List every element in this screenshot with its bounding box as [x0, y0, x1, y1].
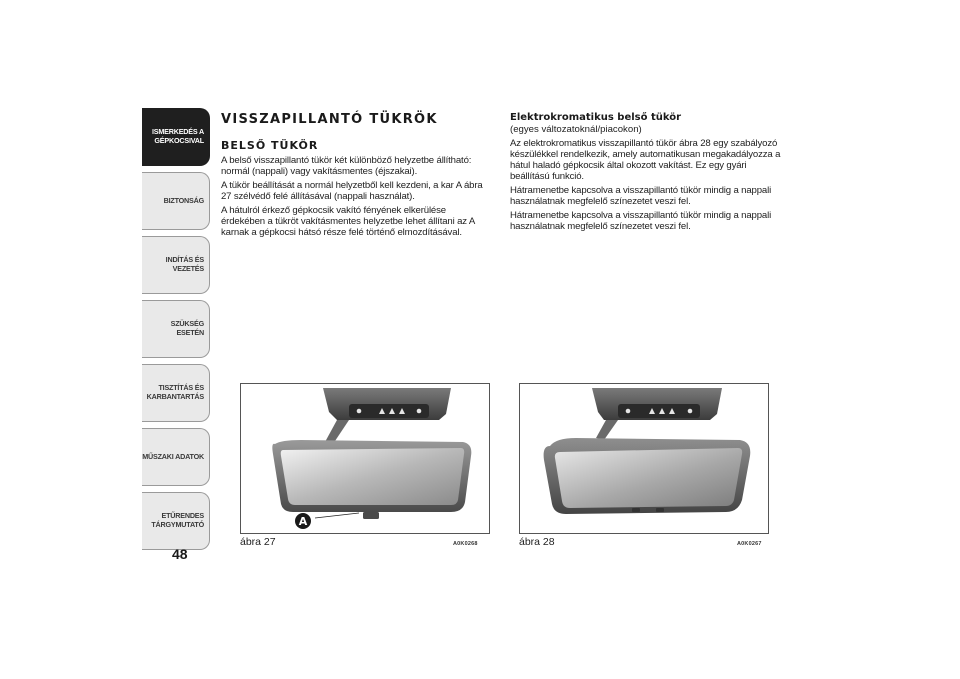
- tab-muszaki[interactable]: MŰSZAKI ADATOK: [142, 428, 210, 486]
- figure-caption: ábra 27: [240, 536, 276, 548]
- right-column: [510, 112, 785, 235]
- subsection-title: Elektrokromatikus belső tükör: [510, 112, 682, 123]
- left-column: [221, 112, 491, 241]
- subsection-title: BELSŐ TÜKÖR: [221, 139, 319, 152]
- page-number: 48: [172, 546, 188, 562]
- tab-ismerkedes[interactable]: ISMERKEDÉS A GÉPKOCSIVAL: [142, 108, 210, 166]
- figure-28: [519, 383, 769, 534]
- rearview-mirror-illustration: [241, 384, 489, 533]
- variant-note: (egyes változatoknál/piacokon): [510, 124, 642, 135]
- tab-biztonsag[interactable]: BIZTONSÁG: [142, 172, 210, 230]
- tab-tisztitas[interactable]: TISZTÍTÁS ÉS KARBANTARTÁS: [142, 364, 210, 422]
- paragraph: Az elektrokromatikus visszapillantó tükör ábra 28 egy szabályozó készülékkel rendelkezik, amely automatikusan megakadályozza a hátul haladó gépkocsik által okozott vakítást. Ez egy gyári beállítású funkció.: [510, 138, 781, 182]
- figure-code: A0K0268: [453, 541, 478, 547]
- callout-a: A: [298, 515, 308, 528]
- paragraph: A belső visszapillantó tükör két különböző helyzetbe állítható: normál (nappali) vagy vakításmentes (éjszakai).: [221, 155, 472, 177]
- paragraph: A tükör beállítását a normál helyzetből kell kezdeni, a kar A ábra 27 szélvédő felé állításával (nappali használat).: [221, 180, 483, 202]
- figure-caption: ábra 28: [519, 536, 555, 548]
- figure-27: [240, 383, 490, 534]
- tab-inditas[interactable]: INDÍTÁS ÉS VEZETÉS: [142, 236, 210, 294]
- tab-szukseg[interactable]: SZÜKSÉG ESETÉN: [142, 300, 210, 358]
- electrochromic-mirror-illustration: [520, 384, 768, 533]
- figure-code: A0K0267: [737, 541, 762, 547]
- tab-targymutato[interactable]: ETŰRENDES TÁRGYMUTATÓ: [142, 492, 210, 550]
- paragraph: Hátramenetbe kapcsolva a visszapillantó tükör mindig a nappali használatnak megfelelő színezetet veszi fel.: [510, 210, 772, 232]
- section-title: VISSZAPILLANTÓ TÜKRÖK: [221, 112, 438, 127]
- paragraph: Hátramenetbe kapcsolva a visszapillantó tükör mindig a nappali használatnak megfelelő színezetet veszi fel.: [510, 185, 772, 207]
- paragraph: A hátulról érkező gépkocsik vakító fényének elkerülése érdekében a tükröt vakításmentes helyzetbe lehet állítani az A karnak a gépkocsi hátsó része felé történő elmozdításával.: [221, 205, 475, 238]
